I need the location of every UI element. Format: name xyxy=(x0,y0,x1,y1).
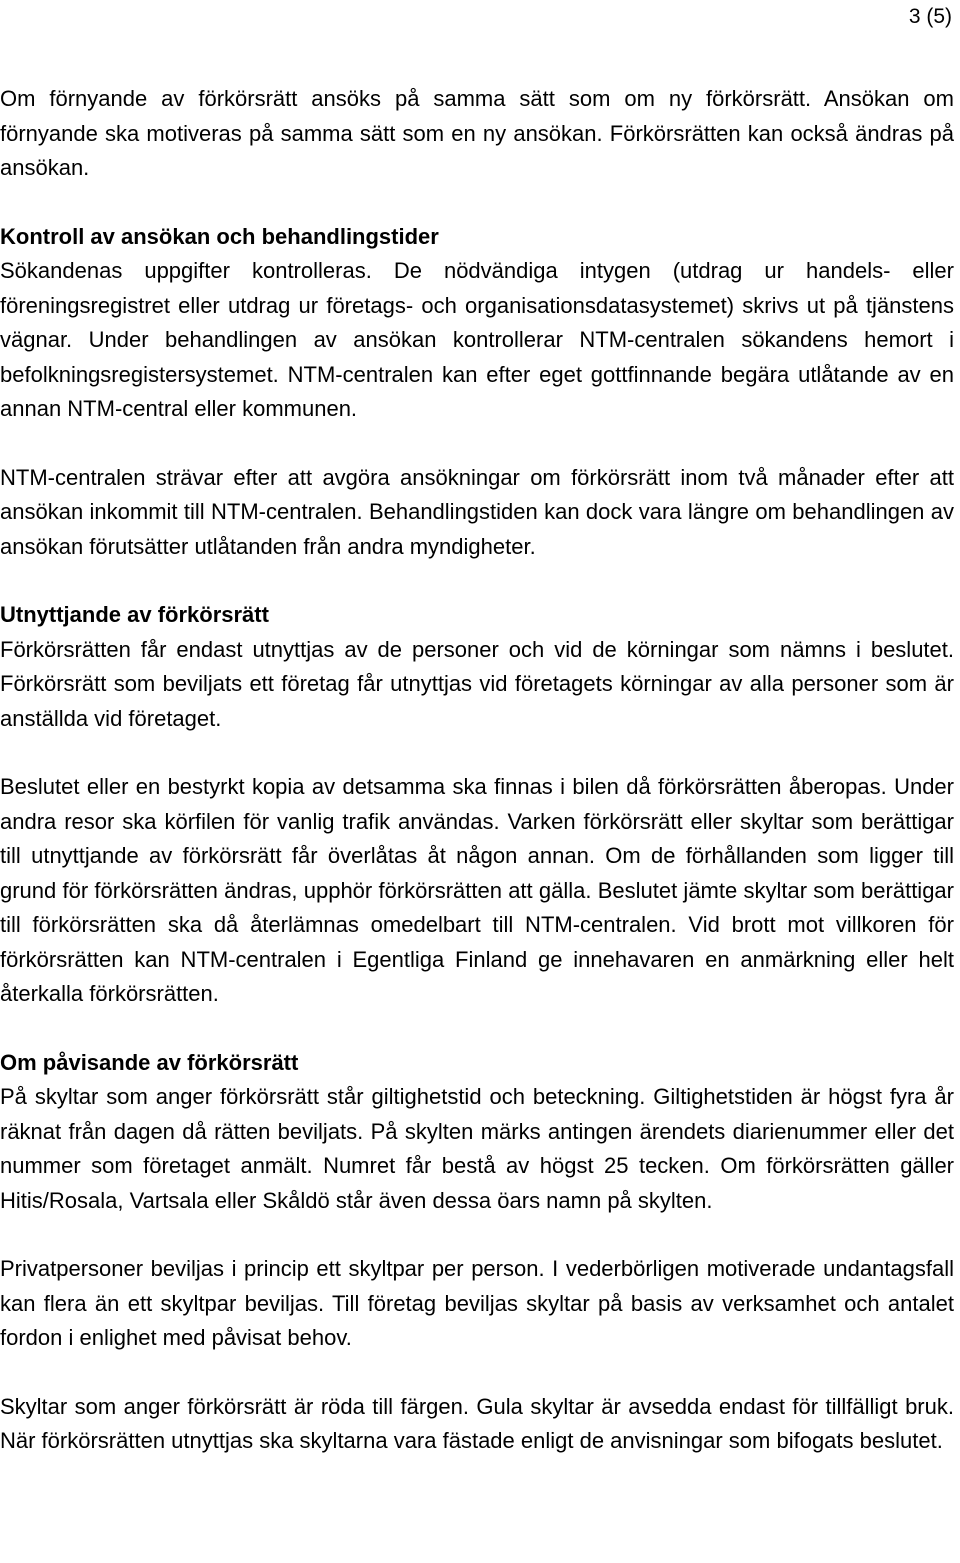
pavisande-paragraph-3: Skyltar som anger förkörsrätt är röda till färgen. Gula skyltar är avsedda endast för tillfälligt bruk. När förkörsrätten utnyttjas ska skyltarna vara fästade enligt de anvisningar som bifogats beslutet. xyxy=(0,1393,954,1453)
pavisande-paragraph-1: På skyltar som anger förkörsrätt står giltighetstid och beteckning. Giltighetstiden är högst fyra år räknat från dagen då rätten beviljats. På skylten märks antingen ärendets diarienummer eller det nummer som företaget anmält. Numret får bestå av högst 25 tecken. Om förkörsrätten gäller Hitis/Rosala, Vartsala eller Skåldö står även dessa öars namn på skylten. xyxy=(0,1084,954,1213)
section-kontroll xyxy=(0,220,954,427)
utnyttjande-paragraph-2: Beslutet eller en bestyrkt kopia av detsamma ska finnas i bilen då förkörsrätten åberopas. Under andra resor ska körfilen för vanlig trafik användas. Varken förkörsrätt eller skyltar som berättigar till utnyttjande av förkörsrätt får överlåtas åt någon annan. Om de förhållanden som ligger till grund för förkörsrätten ändras, upphör förkörsrätten att gälla. Beslutet jämte skyltar som berättigar till förkörsrätten ska då återlämnas omedelbart till NTM-centralen. Vid brott mot villkoren för förkörsrätten kan NTM-centralen i Egentliga Finland ge innehavaren en anmärkning eller helt återkalla förkörsrätten. xyxy=(0,774,954,1006)
page-number: 3 (5) xyxy=(908,5,952,28)
utnyttjande-paragraph-1: Förkörsrätten får endast utnyttjas av de personer och vid de körningar som nämns i beslutet. Förkörsrätt som beviljats ett företag får utnyttjas vid företagets körningar av alla personer som är anställda vid företaget. xyxy=(0,636,954,731)
kontroll-paragraph-2: NTM-centralen strävar efter att avgöra ansökningar om förkörsrätt inom två månader efter att ansökan inkommit till NTM-centralen. Behandlingstiden kan dock vara längre om behandlingen av ansökan förutsätter utlåtanden från andra myndigheter. xyxy=(0,464,954,559)
section-pavisande xyxy=(0,1046,954,1219)
pavisande-paragraph-2: Privatpersoner beviljas i princip ett skyltpar per person. I vederbörligen motiverade undantagsfall kan flera än ett skyltpar beviljas. Till företag beviljas skyltar på basis av verksamhet och antalet fordon i enlighet med påvisat behov. xyxy=(0,1256,954,1350)
section-utnyttjande xyxy=(0,598,954,736)
heading-kontroll: Kontroll av ansökan och behandlingstider xyxy=(0,223,439,249)
heading-pavisande: Om påvisande av förkörsrätt xyxy=(0,1049,299,1075)
heading-utnyttjande: Utnyttjande av förkörsrätt xyxy=(0,602,269,627)
document-body xyxy=(0,82,954,1459)
kontroll-paragraph-1: Sökandenas uppgifter kontrolleras. De nödvändiga intygen (utdrag ur handels- eller föreningsregistret eller utdrag ur företags- och organisationsdatasystemet) skrivs ut på tjänstens vägnar. Under behandlingen av ansökan kontrollerar NTM-centralen sökandens hemort i befolkningsregistersystemet. NTM-centralen kan efter eget gottfinnande begära utlåtande av en annan NTM-central eller kommunen. xyxy=(0,258,954,421)
intro-paragraph: Om förnyande av förkörsrätt ansöks på samma sätt som om ny förkörsrätt. Ansökan om förnyande ska motiveras på samma sätt som en ny ansökan. Förkörsrätten kan också ändras på ansökan. xyxy=(0,86,954,180)
